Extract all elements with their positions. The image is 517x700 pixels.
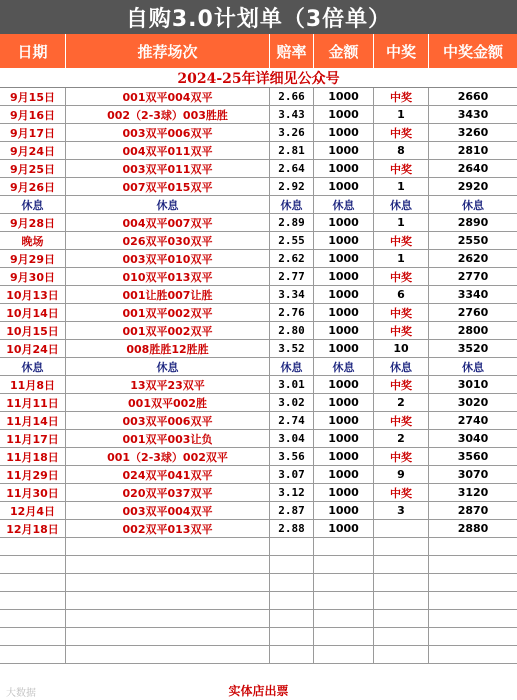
cell-result: 1 bbox=[374, 178, 429, 195]
empty-cell bbox=[66, 628, 270, 645]
empty-cell bbox=[374, 646, 429, 663]
cell-date: 9月15日 bbox=[0, 88, 66, 105]
empty-cell bbox=[66, 556, 270, 573]
empty-cell bbox=[270, 538, 314, 555]
cell-prize: 3040 bbox=[457, 432, 489, 445]
empty-cell bbox=[429, 646, 517, 663]
table-row bbox=[0, 106, 517, 124]
cell-match: 001（2-3球）002双平 bbox=[66, 448, 270, 465]
cell-prize: 2920 bbox=[457, 180, 489, 193]
cell-result: 中奖 bbox=[374, 88, 429, 105]
cell-result: 10 bbox=[374, 340, 429, 357]
header-prize: 中奖金额 bbox=[442, 42, 503, 61]
cell-prize: 2870 bbox=[457, 504, 489, 517]
cell-date: 9月26日 bbox=[0, 178, 66, 195]
cell-odds: 2.88 bbox=[270, 520, 314, 537]
table-row bbox=[0, 250, 517, 268]
cell-amount: 1000 bbox=[314, 142, 374, 159]
table-row bbox=[0, 124, 517, 142]
table-row bbox=[0, 142, 517, 160]
empty-cell bbox=[270, 574, 314, 591]
cell-odds: 2.87 bbox=[270, 502, 314, 519]
cell-match: 020双平037双平 bbox=[66, 484, 270, 501]
cell-odds: 3.12 bbox=[270, 484, 314, 501]
cell-match: 001双平003让负 bbox=[66, 430, 270, 447]
empty-cell bbox=[270, 610, 314, 627]
cell-date: 休息 bbox=[0, 358, 66, 375]
cell-match: 003双平010双平 bbox=[66, 250, 270, 267]
empty-cell bbox=[0, 610, 66, 627]
cell-odds: 2.55 bbox=[270, 232, 314, 249]
cell-match: 003双平004双平 bbox=[66, 502, 270, 519]
table-row bbox=[0, 286, 517, 304]
cell-odds: 休息 bbox=[270, 358, 314, 375]
empty-row bbox=[0, 556, 517, 574]
empty-cell bbox=[66, 646, 270, 663]
empty-cell bbox=[270, 628, 314, 645]
empty-row bbox=[0, 574, 517, 592]
empty-cell bbox=[270, 646, 314, 663]
cell-match: 001让胜007让胜 bbox=[66, 286, 270, 303]
empty-cell bbox=[0, 592, 66, 609]
cell-result: 8 bbox=[374, 142, 429, 159]
cell-odds: 2.74 bbox=[270, 412, 314, 429]
cell-odds: 2.80 bbox=[270, 322, 314, 339]
cell-result: 1 bbox=[374, 214, 429, 231]
cell-result: 9 bbox=[374, 466, 429, 483]
cell-match: 004双平011双平 bbox=[66, 142, 270, 159]
cell-odds: 休息 bbox=[270, 196, 314, 213]
footer-text: 实体店出票 bbox=[228, 683, 289, 698]
cell-match: 003双平006双平 bbox=[66, 124, 270, 141]
empty-cell bbox=[0, 574, 66, 591]
cell-odds: 2.77 bbox=[270, 268, 314, 285]
cell-result: 中奖 bbox=[374, 124, 429, 141]
cell-date: 9月30日 bbox=[0, 268, 66, 285]
cell-prize: 3260 bbox=[457, 126, 489, 139]
cell-prize: 3560 bbox=[457, 450, 489, 463]
cell-odds: 3.52 bbox=[270, 340, 314, 357]
table-row bbox=[0, 502, 517, 520]
empty-cell bbox=[374, 628, 429, 645]
cell-amount: 1000 bbox=[314, 448, 374, 465]
cell-odds: 3.07 bbox=[270, 466, 314, 483]
cell-date: 10月13日 bbox=[0, 286, 66, 303]
cell-date: 12月18日 bbox=[0, 520, 66, 537]
cell-date: 9月25日 bbox=[0, 160, 66, 177]
cell-prize: 2890 bbox=[457, 216, 489, 229]
cell-amount: 1000 bbox=[314, 178, 374, 195]
cell-result: 2 bbox=[374, 430, 429, 447]
cell-date: 11月14日 bbox=[0, 412, 66, 429]
cell-date: 11月18日 bbox=[0, 448, 66, 465]
cell-odds: 2.76 bbox=[270, 304, 314, 321]
cell-amount: 1000 bbox=[314, 124, 374, 141]
cell-odds: 2.81 bbox=[270, 142, 314, 159]
cell-result: 中奖 bbox=[374, 484, 429, 501]
cell-amount: 休息 bbox=[314, 358, 374, 375]
cell-prize: 2660 bbox=[457, 90, 489, 103]
table-row bbox=[0, 322, 517, 340]
table-row bbox=[0, 340, 517, 358]
cell-odds: 3.02 bbox=[270, 394, 314, 411]
cell-date: 10月14日 bbox=[0, 304, 66, 321]
table-row bbox=[0, 232, 517, 250]
empty-cell bbox=[66, 538, 270, 555]
cell-result: 3 bbox=[374, 502, 429, 519]
cell-amount: 1000 bbox=[314, 520, 374, 537]
cell-prize: 3430 bbox=[457, 108, 489, 121]
cell-amount: 1000 bbox=[314, 340, 374, 357]
cell-amount: 1000 bbox=[314, 394, 374, 411]
cell-match: 001双平002双平 bbox=[66, 322, 270, 339]
cell-date: 12月4日 bbox=[0, 502, 66, 519]
cell-amount: 1000 bbox=[314, 160, 374, 177]
cell-odds: 3.34 bbox=[270, 286, 314, 303]
cell-odds: 2.62 bbox=[270, 250, 314, 267]
cell-prize: 3520 bbox=[457, 342, 489, 355]
cell-match: 002双平013双平 bbox=[66, 520, 270, 537]
empty-row bbox=[0, 628, 517, 646]
empty-cell bbox=[374, 538, 429, 555]
table-row bbox=[0, 412, 517, 430]
cell-odds: 2.92 bbox=[270, 178, 314, 195]
cell-result: 休息 bbox=[374, 196, 429, 213]
empty-cell bbox=[429, 556, 517, 573]
cell-date: 9月24日 bbox=[0, 142, 66, 159]
cell-prize: 3020 bbox=[457, 396, 489, 409]
cell-amount: 1000 bbox=[314, 484, 374, 501]
empty-cell bbox=[429, 538, 517, 555]
empty-cell bbox=[314, 646, 374, 663]
cell-result: 中奖 bbox=[374, 268, 429, 285]
empty-cell bbox=[270, 556, 314, 573]
cell-amount: 1000 bbox=[314, 466, 374, 483]
cell-odds: 2.89 bbox=[270, 214, 314, 231]
cell-date: 11月29日 bbox=[0, 466, 66, 483]
cell-result: 中奖 bbox=[374, 232, 429, 249]
footer bbox=[0, 680, 517, 700]
cell-result: 1 bbox=[374, 250, 429, 267]
table-row bbox=[0, 466, 517, 484]
cell-prize: 3340 bbox=[457, 288, 489, 301]
cell-result: 中奖 bbox=[374, 412, 429, 429]
cell-prize: 3120 bbox=[457, 486, 489, 499]
cell-date: 9月29日 bbox=[0, 250, 66, 267]
cell-result: 中奖 bbox=[374, 448, 429, 465]
empty-cell bbox=[0, 628, 66, 645]
empty-cell bbox=[429, 574, 517, 591]
cell-odds: 3.56 bbox=[270, 448, 314, 465]
cell-result: 中奖 bbox=[374, 160, 429, 177]
cell-prize: 2810 bbox=[457, 144, 489, 157]
cell-prize: 2880 bbox=[457, 522, 489, 535]
cell-date: 11月8日 bbox=[0, 376, 66, 393]
cell-amount: 1000 bbox=[314, 376, 374, 393]
cell-date: 9月16日 bbox=[0, 106, 66, 123]
rest-row bbox=[0, 196, 517, 214]
table-row bbox=[0, 484, 517, 502]
cell-match: 休息 bbox=[66, 358, 270, 375]
table-row bbox=[0, 88, 517, 106]
cell-amount: 1000 bbox=[314, 250, 374, 267]
cell-date: 11月30日 bbox=[0, 484, 66, 501]
cell-result: 1 bbox=[374, 106, 429, 123]
cell-amount: 1000 bbox=[314, 430, 374, 447]
cell-match: 003双平011双平 bbox=[66, 160, 270, 177]
empty-cell bbox=[66, 574, 270, 591]
header-odds: 赔率 bbox=[270, 34, 314, 68]
cell-match: 001双平004双平 bbox=[66, 88, 270, 105]
cell-odds: 3.04 bbox=[270, 430, 314, 447]
table-row bbox=[0, 448, 517, 466]
cell-odds: 2.66 bbox=[270, 88, 314, 105]
cell-date: 11月11日 bbox=[0, 394, 66, 411]
cell-match: 休息 bbox=[66, 196, 270, 213]
cell-odds: 3.26 bbox=[270, 124, 314, 141]
header-amount: 金额 bbox=[314, 34, 374, 68]
empty-cell bbox=[429, 628, 517, 645]
empty-cell bbox=[429, 610, 517, 627]
empty-cell bbox=[66, 610, 270, 627]
empty-cell bbox=[374, 610, 429, 627]
empty-row bbox=[0, 538, 517, 556]
table-row bbox=[0, 376, 517, 394]
cell-amount: 休息 bbox=[314, 196, 374, 213]
watermark: 大数据 bbox=[6, 688, 36, 699]
cell-date: 10月24日 bbox=[0, 340, 66, 357]
cell-prize: 2620 bbox=[457, 252, 489, 265]
table-row bbox=[0, 520, 517, 538]
empty-cell bbox=[0, 556, 66, 573]
cell-amount: 1000 bbox=[314, 268, 374, 285]
header-date: 日期 bbox=[0, 34, 66, 68]
sheet-title: 自购3.0计划单（3倍单） bbox=[0, 0, 517, 34]
table-row bbox=[0, 394, 517, 412]
empty-row bbox=[0, 610, 517, 628]
empty-cell bbox=[314, 592, 374, 609]
cell-odds: 3.43 bbox=[270, 106, 314, 123]
cell-odds: 2.64 bbox=[270, 160, 314, 177]
empty-cell bbox=[314, 574, 374, 591]
cell-amount: 1000 bbox=[314, 412, 374, 429]
cell-match: 026双平030双平 bbox=[66, 232, 270, 249]
cell-match: 13双平23双平 bbox=[66, 376, 270, 393]
table-row bbox=[0, 160, 517, 178]
cell-match: 001双平002双平 bbox=[66, 304, 270, 321]
cell-date: 9月28日 bbox=[0, 214, 66, 231]
table-row bbox=[0, 268, 517, 286]
cell-match: 008胜胜12胜胜 bbox=[66, 340, 270, 357]
empty-cell bbox=[0, 538, 66, 555]
empty-cell bbox=[314, 628, 374, 645]
cell-prize: 2800 bbox=[457, 324, 489, 337]
empty-row bbox=[0, 646, 517, 664]
cell-prize: 2760 bbox=[457, 306, 489, 319]
empty-cell bbox=[0, 646, 66, 663]
table-row bbox=[0, 430, 517, 448]
table-row bbox=[0, 214, 517, 232]
cell-date: 休息 bbox=[0, 196, 66, 213]
cell-date: 晚场 bbox=[0, 232, 66, 249]
cell-prize: 2770 bbox=[457, 270, 489, 283]
empty-cell bbox=[314, 538, 374, 555]
cell-result: 中奖 bbox=[374, 304, 429, 321]
cell-prize: 3010 bbox=[457, 378, 489, 391]
empty-cell bbox=[374, 574, 429, 591]
cell-result: 中奖 bbox=[374, 376, 429, 393]
cell-date: 9月17日 bbox=[0, 124, 66, 141]
cell-match: 007双平015双平 bbox=[66, 178, 270, 195]
cell-amount: 1000 bbox=[314, 214, 374, 231]
cell-match: 010双平013双平 bbox=[66, 268, 270, 285]
empty-cell bbox=[314, 610, 374, 627]
table-row bbox=[0, 304, 517, 322]
cell-prize: 3070 bbox=[457, 468, 489, 481]
cell-result: 中奖 bbox=[374, 322, 429, 339]
cell-prize: 休息 bbox=[462, 360, 484, 374]
cell-amount: 1000 bbox=[314, 322, 374, 339]
cell-amount: 1000 bbox=[314, 304, 374, 321]
cell-date: 11月17日 bbox=[0, 430, 66, 447]
cell-amount: 1000 bbox=[314, 106, 374, 123]
cell-match: 001双平002胜 bbox=[66, 394, 270, 411]
cell-date: 10月15日 bbox=[0, 322, 66, 339]
cell-amount: 1000 bbox=[314, 502, 374, 519]
rest-row bbox=[0, 358, 517, 376]
cell-result: 休息 bbox=[374, 358, 429, 375]
table-row bbox=[0, 178, 517, 196]
empty-cell bbox=[374, 556, 429, 573]
notice-banner: 2024-25年详细见公众号 bbox=[0, 68, 517, 88]
empty-cell bbox=[270, 592, 314, 609]
cell-match: 024双平041双平 bbox=[66, 466, 270, 483]
cell-result bbox=[374, 520, 429, 537]
cell-result: 6 bbox=[374, 286, 429, 303]
cell-prize: 2740 bbox=[457, 414, 489, 427]
cell-match: 004双平007双平 bbox=[66, 214, 270, 231]
cell-odds: 3.01 bbox=[270, 376, 314, 393]
header-match: 推荐场次 bbox=[66, 34, 270, 68]
empty-cell bbox=[429, 592, 517, 609]
empty-row bbox=[0, 592, 517, 610]
cell-result: 2 bbox=[374, 394, 429, 411]
header-row bbox=[0, 34, 517, 68]
cell-match: 003双平006双平 bbox=[66, 412, 270, 429]
results-table bbox=[0, 88, 517, 664]
empty-cell bbox=[374, 592, 429, 609]
empty-cell bbox=[66, 592, 270, 609]
empty-cell bbox=[314, 556, 374, 573]
cell-prize: 2640 bbox=[457, 162, 489, 175]
cell-amount: 1000 bbox=[314, 232, 374, 249]
cell-match: 002（2-3球）003胜胜 bbox=[66, 106, 270, 123]
cell-amount: 1000 bbox=[314, 286, 374, 303]
cell-amount: 1000 bbox=[314, 88, 374, 105]
cell-prize: 休息 bbox=[462, 198, 484, 212]
header-result: 中奖 bbox=[374, 34, 429, 68]
cell-prize: 2550 bbox=[457, 234, 489, 247]
